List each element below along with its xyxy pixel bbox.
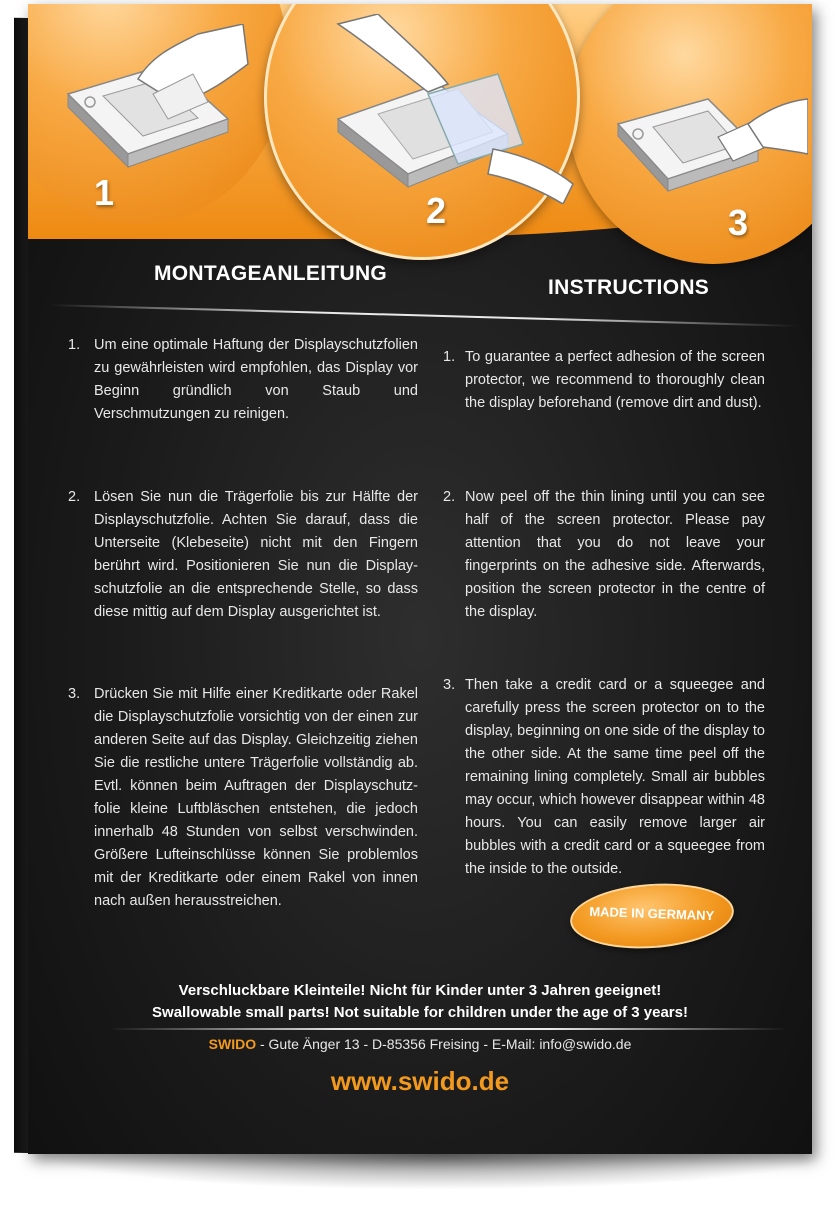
en-instruction-3-number: 3.	[443, 677, 456, 693]
en-instruction-3-text: Then take a credit card or a squeegee and carefully press the screen protector on to the display, beginning on one side of the display to the other side. At the same time peel off the remaining lining completely. Small air bubbles may occur, which however disappear within 48 hours. You can easily remove larger air bubbles with a credit card or a squeegee from the inside to the outside.	[465, 677, 765, 877]
made-in-germany-badge	[568, 878, 736, 953]
footer-divider	[108, 1028, 788, 1030]
step-number-2: 2	[426, 190, 447, 231]
warning-german: Verschluckbare Kleinteile! Nicht für Kinder unter 3 Jahren geeignet!	[178, 982, 662, 999]
de-instruction-2-number: 2.	[68, 489, 81, 505]
step-2-illustration	[318, 14, 578, 204]
step-number-1: 1	[94, 172, 115, 213]
address-text: - Gute Änger 13 - D-85356 Freising - E-Mail: info@swido.de	[256, 1036, 632, 1052]
en-instruction-1-text: To guarantee a perfect adhesion of the screen protector, we recommend to thoroughly clean the display beforehand (remove dirt and dust).	[465, 349, 765, 411]
step-number-3: 3	[728, 202, 749, 243]
de-instruction-3-text: Drücken Sie mit Hilfe einer Kreditkarte oder Rakel die Displayschutzfolie vorsichtig von der einen zur anderen Seite auf das Display. Gleichzeitig ziehen Sie die restliche untere Trägerfolie vollständig ab. Evtl. können beim Auftragen der Displayschutz-folie kleine Luftbläschen entstehen, die jedoch innerhalb 48 Stunden von selbst verschwinden. Größere Lufteinschlüsse können Sie problemlos mit der Kreditkarte oder einem Rakel von innen nach außen herausstreichen.	[94, 686, 418, 909]
de-instruction-1-text: Um eine optimale Haftung der Displayschutzfolien zu gewährleisten wird empfohlen, das Display vor Beginn gründlich von Staub und Verschmutzungen zu reinigen.	[94, 337, 418, 422]
warning-english: Swallowable small parts! Not suitable for children under the age of 3 years!	[152, 1004, 688, 1021]
instruction-card	[28, 4, 812, 1154]
heading-divider	[48, 304, 798, 327]
heading-german: MONTAGEANLEITUNG	[154, 262, 388, 285]
de-instruction-3-number: 3.	[68, 686, 81, 702]
de-instruction-1-number: 1.	[68, 337, 81, 353]
en-instruction-2-text: Now peel off the thin lining until you can see half of the screen protector. Please pay attention that you do not leave your fingerprints on the adhesive side. Afterwards, position the screen protector in the centre of the display.	[465, 489, 765, 620]
company-address-line	[28, 1036, 812, 1052]
step-3-illustration	[608, 79, 808, 209]
heading-english: INSTRUCTIONS	[548, 276, 710, 299]
de-instruction-2-text: Lösen Sie nun die Trägerfolie bis zur Hälfte der Displayschutzfolie. Achten Sie darauf, dass die Unterseite (Klebeseite) nicht mit den Fingern berührt wird. Positionieren Sie nun die Display-schutzfolie an die entsprechende Stelle, so dass diese mittig auf dem Display ausgerichtet ist.	[94, 489, 418, 620]
badge-label: MADE IN GERMANY	[589, 903, 715, 924]
en-instruction-2-number: 2.	[443, 489, 456, 505]
website-url[interactable]: www.swido.de	[330, 1066, 510, 1096]
brand-name: SWIDO	[208, 1036, 257, 1052]
step-1-illustration	[58, 24, 258, 174]
en-instruction-1-number: 1.	[443, 349, 456, 365]
